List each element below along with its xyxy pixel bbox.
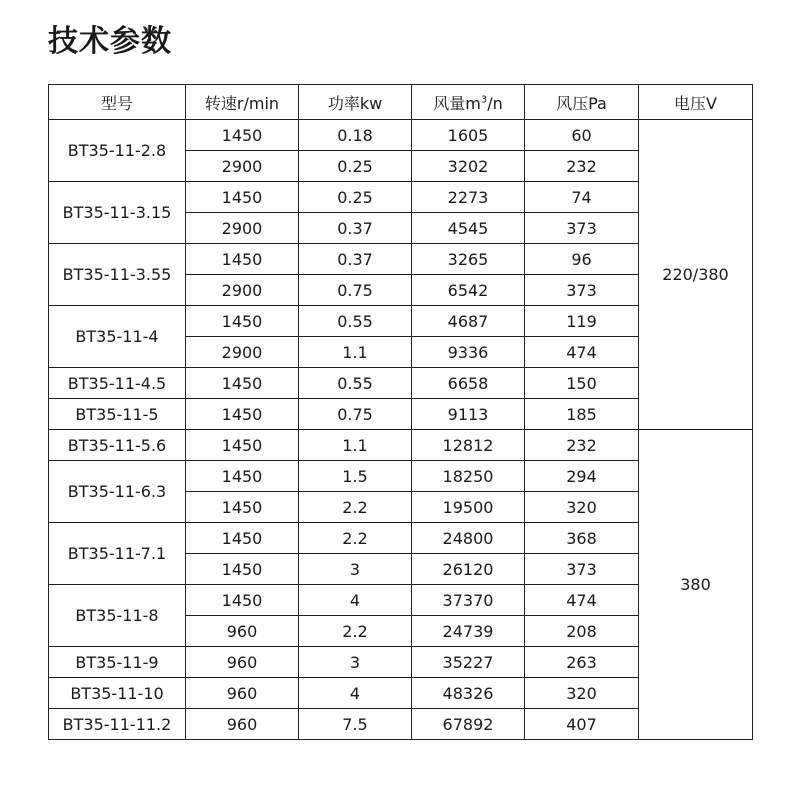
model-cell: BT35-11-8 [49, 585, 186, 647]
speed-cell: 1450 [186, 492, 299, 523]
flow-cell: 12812 [412, 430, 525, 461]
speed-cell: 2900 [186, 337, 299, 368]
power-cell: 0.55 [299, 368, 412, 399]
speed-cell: 960 [186, 709, 299, 740]
speed-cell: 1450 [186, 399, 299, 430]
power-cell: 1.1 [299, 337, 412, 368]
power-cell: 0.18 [299, 120, 412, 151]
pressure-cell: 96 [525, 244, 639, 275]
page-title: 技术参数 [48, 24, 172, 59]
header-flow-prefix: 风量m [433, 93, 481, 113]
speed-cell: 1450 [186, 244, 299, 275]
model-cell: BT35-11-5 [49, 399, 186, 430]
model-cell: BT35-11-6.3 [49, 461, 186, 523]
power-cell: 2.2 [299, 492, 412, 523]
header-voltage: 电压V [639, 85, 753, 120]
power-cell: 0.25 [299, 182, 412, 213]
model-cell: BT35-11-10 [49, 678, 186, 709]
model-cell: BT35-11-2.8 [49, 120, 186, 182]
pressure-cell: 474 [525, 585, 639, 616]
flow-cell: 4687 [412, 306, 525, 337]
power-cell: 0.55 [299, 306, 412, 337]
speed-cell: 1450 [186, 523, 299, 554]
model-cell: BT35-11-5.6 [49, 430, 186, 461]
pressure-cell: 74 [525, 182, 639, 213]
speed-cell: 960 [186, 647, 299, 678]
speed-cell: 1450 [186, 585, 299, 616]
power-cell: 0.37 [299, 213, 412, 244]
flow-cell: 37370 [412, 585, 525, 616]
speed-cell: 2900 [186, 275, 299, 306]
model-cell: BT35-11-9 [49, 647, 186, 678]
power-cell: 0.75 [299, 275, 412, 306]
pressure-cell: 185 [525, 399, 639, 430]
flow-cell: 3265 [412, 244, 525, 275]
header-model: 型号 [49, 85, 186, 120]
flow-cell: 2273 [412, 182, 525, 213]
table-row [49, 120, 753, 151]
voltage-cell: 380 [639, 430, 753, 740]
model-cell: BT35-11-3.55 [49, 244, 186, 306]
speed-cell: 1450 [186, 554, 299, 585]
pressure-cell: 407 [525, 709, 639, 740]
speed-cell: 1450 [186, 430, 299, 461]
speed-cell: 1450 [186, 368, 299, 399]
flow-cell: 26120 [412, 554, 525, 585]
pressure-cell: 208 [525, 616, 639, 647]
speed-cell: 960 [186, 678, 299, 709]
flow-cell: 24739 [412, 616, 525, 647]
pressure-cell: 150 [525, 368, 639, 399]
pressure-cell: 232 [525, 430, 639, 461]
pressure-cell: 368 [525, 523, 639, 554]
pressure-cell: 373 [525, 275, 639, 306]
pressure-cell: 320 [525, 678, 639, 709]
flow-cell: 9113 [412, 399, 525, 430]
power-cell: 0.37 [299, 244, 412, 275]
speed-cell: 960 [186, 616, 299, 647]
flow-cell: 9336 [412, 337, 525, 368]
speed-cell: 1450 [186, 182, 299, 213]
speed-cell: 1450 [186, 306, 299, 337]
header-flow [412, 85, 525, 120]
model-cell: BT35-11-3.15 [49, 182, 186, 244]
header-flow-sup: 3 [480, 94, 488, 106]
flow-cell: 24800 [412, 523, 525, 554]
flow-cell: 67892 [412, 709, 525, 740]
power-cell: 1.5 [299, 461, 412, 492]
power-cell: 3 [299, 554, 412, 585]
model-cell: BT35-11-11.2 [49, 709, 186, 740]
pressure-cell: 60 [525, 120, 639, 151]
flow-cell: 4545 [412, 213, 525, 244]
pressure-cell: 263 [525, 647, 639, 678]
spec-table [48, 84, 753, 740]
flow-cell: 3202 [412, 151, 525, 182]
model-cell: BT35-11-4 [49, 306, 186, 368]
power-cell: 7.5 [299, 709, 412, 740]
flow-cell: 1605 [412, 120, 525, 151]
power-cell: 0.75 [299, 399, 412, 430]
power-cell: 1.1 [299, 430, 412, 461]
speed-cell: 2900 [186, 151, 299, 182]
flow-cell: 35227 [412, 647, 525, 678]
pressure-cell: 232 [525, 151, 639, 182]
header-flow-suffix: /n [487, 93, 503, 113]
power-cell: 3 [299, 647, 412, 678]
power-cell: 0.25 [299, 151, 412, 182]
flow-cell: 48326 [412, 678, 525, 709]
voltage-cell: 220/380 [639, 120, 753, 430]
header-pressure: 风压Pa [525, 85, 639, 120]
header-speed: 转速r/min [186, 85, 299, 120]
table-row [49, 430, 753, 461]
spec-table-body [49, 120, 753, 740]
pressure-cell: 119 [525, 306, 639, 337]
power-cell: 4 [299, 585, 412, 616]
model-cell: BT35-11-4.5 [49, 368, 186, 399]
speed-cell: 1450 [186, 120, 299, 151]
flow-cell: 6658 [412, 368, 525, 399]
speed-cell: 2900 [186, 213, 299, 244]
pressure-cell: 320 [525, 492, 639, 523]
speed-cell: 1450 [186, 461, 299, 492]
flow-cell: 18250 [412, 461, 525, 492]
pressure-cell: 294 [525, 461, 639, 492]
header-power: 功率kw [299, 85, 412, 120]
header-row [49, 85, 753, 120]
flow-cell: 6542 [412, 275, 525, 306]
pressure-cell: 373 [525, 213, 639, 244]
pressure-cell: 373 [525, 554, 639, 585]
power-cell: 2.2 [299, 616, 412, 647]
flow-cell: 19500 [412, 492, 525, 523]
pressure-cell: 474 [525, 337, 639, 368]
model-cell: BT35-11-7.1 [49, 523, 186, 585]
power-cell: 4 [299, 678, 412, 709]
power-cell: 2.2 [299, 523, 412, 554]
